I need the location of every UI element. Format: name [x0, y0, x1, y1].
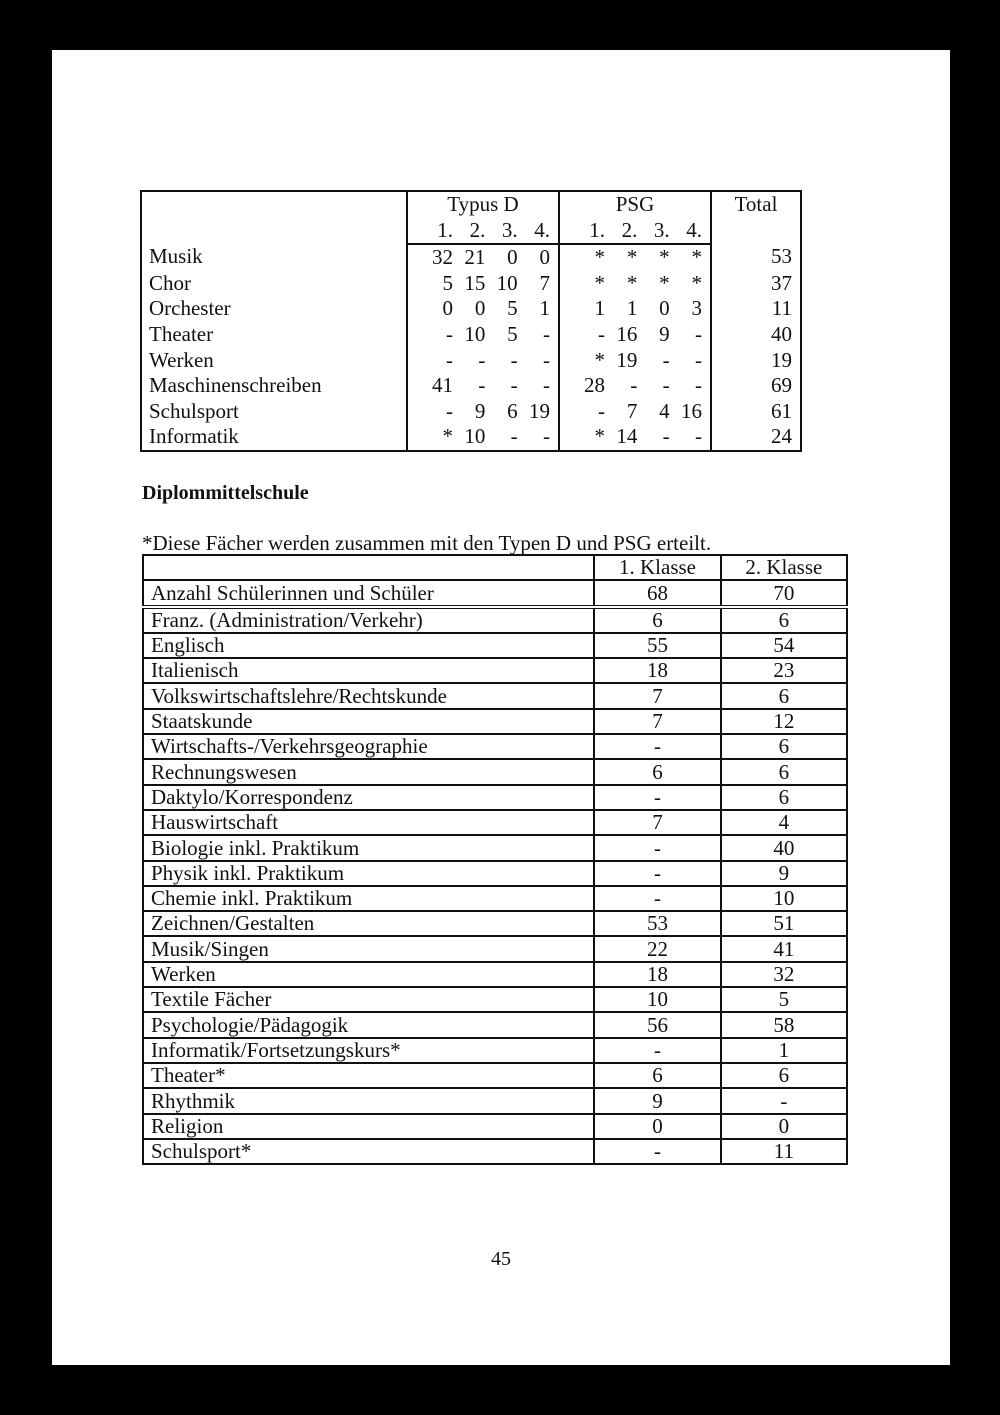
- subject-name: Musik/Singen: [143, 936, 594, 961]
- value-cell: 1: [594, 296, 605, 321]
- value-cell: 0: [539, 245, 550, 270]
- klasse-2-value: 54: [721, 633, 847, 658]
- value-cell: *: [594, 270, 605, 295]
- value-cell: 0: [507, 245, 518, 270]
- table2-header-row: [143, 555, 847, 580]
- value-cell: -: [694, 321, 702, 346]
- subject-name: Textile Fächer: [143, 987, 594, 1012]
- value-cell: 9: [474, 398, 486, 423]
- value-cell: -: [694, 373, 702, 398]
- value-cell: -: [542, 373, 550, 398]
- value-cell: -: [510, 424, 518, 449]
- typus-d-values: [407, 244, 559, 271]
- table2-row: [143, 835, 847, 860]
- value-cell: 14: [616, 424, 638, 449]
- table2-row: [143, 962, 847, 987]
- total-header: Total: [711, 191, 801, 244]
- klasse-2-value: 9: [721, 861, 847, 886]
- value-cell: 10: [496, 270, 518, 295]
- value-cell: 10: [464, 424, 486, 449]
- table1-row: [141, 348, 801, 374]
- klasse-1-value: 0: [594, 1114, 720, 1139]
- value-cell: -: [662, 424, 670, 449]
- klasse-1-value: 10: [594, 987, 720, 1012]
- value-cell: -: [694, 424, 702, 449]
- klasse-1-value: 6: [594, 759, 720, 784]
- value-cell: -: [542, 347, 550, 372]
- klasse-2-value: 6: [721, 683, 847, 708]
- section-heading: Diplommittelschule: [142, 482, 309, 504]
- value-cell: -: [510, 347, 518, 372]
- total-value: 24: [711, 424, 801, 451]
- klasse-2-value: 10: [721, 886, 847, 911]
- value-cell: *: [626, 270, 638, 295]
- subject-name: Psychologie/Pädagogik: [143, 1012, 594, 1037]
- value-cell: 28: [584, 373, 605, 398]
- klasse-2-value: 23: [721, 658, 847, 683]
- table1-row: [141, 399, 801, 425]
- value-cell: 5: [442, 270, 453, 295]
- value-cell: *: [594, 347, 605, 372]
- table2-row: [143, 709, 847, 734]
- klasse-2-value: 40: [721, 835, 847, 860]
- class-header: 1.: [589, 217, 605, 242]
- diplommittelschule-table: [142, 554, 848, 1165]
- klasse-1-value: 7: [594, 683, 720, 708]
- psg-values: [559, 244, 711, 271]
- table2-row: [143, 633, 847, 658]
- subject-name: Biologie inkl. Praktikum: [143, 835, 594, 860]
- value-cell: 0: [659, 296, 670, 321]
- subject-name: Physik inkl. Praktikum: [143, 861, 594, 886]
- subject-name: Rhythmik: [143, 1088, 594, 1113]
- value-cell: 1: [626, 296, 638, 321]
- typus-d-class-headers: [407, 218, 559, 245]
- document-page: [52, 50, 950, 1365]
- value-cell: *: [442, 424, 453, 449]
- subject-name: Volkswirtschaftslehre/Rechtskunde: [143, 683, 594, 708]
- class-header: 1.: [437, 217, 453, 242]
- klasse-1-value: -: [594, 1038, 720, 1063]
- psg-values: [559, 296, 711, 322]
- column-header-2-klasse: 2. Klasse: [721, 555, 847, 580]
- psg-values: [559, 322, 711, 348]
- value-cell: 32: [432, 245, 453, 270]
- value-cell: *: [659, 270, 670, 295]
- klasse-1-value: -: [594, 1139, 720, 1164]
- subject-name: Italienisch: [143, 658, 594, 683]
- total-value: 37: [711, 271, 801, 297]
- klasse-1-value: 7: [594, 810, 720, 835]
- typus-d-values: [407, 322, 559, 348]
- table2-row: [143, 1063, 847, 1088]
- klasse-1-value: 53: [594, 911, 720, 936]
- klasse-1-value: 9: [594, 1088, 720, 1113]
- table2-row: [143, 683, 847, 708]
- value-cell: 7: [626, 398, 638, 423]
- table2-row: [143, 936, 847, 961]
- value-cell: 4: [659, 398, 670, 423]
- table2-row: [143, 1012, 847, 1037]
- group-header-typus-d: Typus D: [407, 191, 559, 218]
- class-header: 2.: [469, 217, 486, 242]
- table1-header-blank: [141, 191, 407, 244]
- class-header: 4.: [686, 217, 702, 242]
- klasse-2-value: 0: [721, 1114, 847, 1139]
- table1-row: [141, 296, 801, 322]
- subject-name: Schulsport*: [143, 1139, 594, 1164]
- klasse-2-value: -: [721, 1088, 847, 1113]
- table1-row: [141, 322, 801, 348]
- klasse-1-value: 18: [594, 962, 720, 987]
- total-value: 53: [711, 244, 801, 271]
- value-cell: 5: [507, 296, 518, 321]
- subject-name: Daktylo/Korrespondenz: [143, 785, 594, 810]
- table2-row: [143, 658, 847, 683]
- value-cell: *: [691, 245, 702, 270]
- table2-row: [143, 580, 847, 606]
- subject-name: Staatskunde: [143, 709, 594, 734]
- value-cell: -: [542, 321, 550, 346]
- subject-name: Hauswirtschaft: [143, 810, 594, 835]
- klasse-2-value: 41: [721, 936, 847, 961]
- total-value: 11: [711, 296, 801, 322]
- table1-row: [141, 373, 801, 399]
- klasse-1-value: 56: [594, 1012, 720, 1037]
- table2-row: [143, 861, 847, 886]
- table1-header-row: [141, 191, 801, 218]
- klasse-2-value: 5: [721, 987, 847, 1012]
- value-cell: -: [446, 347, 453, 372]
- table2-row: [143, 1139, 847, 1164]
- total-value: 69: [711, 373, 801, 399]
- klasse-2-value: 6: [721, 785, 847, 810]
- value-cell: -: [510, 373, 518, 398]
- value-cell: -: [630, 373, 638, 398]
- value-cell: 10: [464, 321, 486, 346]
- subject-name: Wirtschafts-/Verkehrsgeographie: [143, 734, 594, 759]
- klasse-2-value: 6: [721, 607, 847, 633]
- klasse-1-value: 6: [594, 607, 720, 633]
- value-cell: 19: [616, 347, 638, 372]
- klasse-1-value: 6: [594, 1063, 720, 1088]
- value-cell: -: [694, 347, 702, 372]
- psg-values: [559, 373, 711, 399]
- klasse-1-value: 22: [594, 936, 720, 961]
- subject-label: Chor: [141, 271, 407, 297]
- subject-label: Informatik: [141, 424, 407, 451]
- subject-label: Theater: [141, 322, 407, 348]
- value-cell: 0: [442, 296, 453, 321]
- typus-d-values: [407, 399, 559, 425]
- subject-label: Maschinenschreiben: [141, 373, 407, 399]
- table2-row: [143, 886, 847, 911]
- table2-row: [143, 607, 847, 633]
- klasse-2-value: 6: [721, 1063, 847, 1088]
- klasse-1-value: -: [594, 734, 720, 759]
- klasse-2-value: 1: [721, 1038, 847, 1063]
- table2-row: [143, 1038, 847, 1063]
- table1-row: [141, 424, 801, 451]
- value-cell: 41: [432, 373, 453, 398]
- total-value: 40: [711, 322, 801, 348]
- optional-subjects-table: [140, 190, 802, 452]
- typus-d-values: [407, 348, 559, 374]
- value-cell: 6: [507, 398, 518, 423]
- klasse-1-value: 7: [594, 709, 720, 734]
- value-cell: 5: [507, 321, 518, 346]
- klasse-2-value: 6: [721, 759, 847, 784]
- subject-label: Musik: [141, 244, 407, 271]
- subject-name: Informatik/Fortsetzungskurs*: [143, 1038, 594, 1063]
- value-cell: 7: [539, 270, 550, 295]
- typus-d-values: [407, 424, 559, 451]
- typus-d-values: [407, 373, 559, 399]
- klasse-2-value: 11: [721, 1139, 847, 1164]
- value-cell: -: [598, 321, 605, 346]
- class-header: 3.: [501, 217, 518, 242]
- total-value: 19: [711, 348, 801, 374]
- subject-name: Chemie inkl. Praktikum: [143, 886, 594, 911]
- table2-row: [143, 911, 847, 936]
- subject-name: Englisch: [143, 633, 594, 658]
- klasse-1-value: 18: [594, 658, 720, 683]
- column-header-1-klasse: 1. Klasse: [594, 555, 720, 580]
- value-cell: -: [598, 398, 605, 423]
- subject-name: Rechnungswesen: [143, 759, 594, 784]
- psg-values: [559, 348, 711, 374]
- footnote-text: *Diese Fächer werden zusammen mit den Typen D und PSG erteilt.: [142, 531, 712, 555]
- value-cell: 9: [659, 321, 670, 346]
- klasse-1-value: 68: [594, 580, 720, 606]
- subject-name: Religion: [143, 1114, 594, 1139]
- class-header: 3.: [653, 217, 670, 242]
- klasse-2-value: 70: [721, 580, 847, 606]
- subject-name: Zeichnen/Gestalten: [143, 911, 594, 936]
- value-cell: 19: [528, 398, 550, 423]
- klasse-1-value: -: [594, 886, 720, 911]
- group-header-psg: PSG: [559, 191, 711, 218]
- value-cell: 15: [464, 270, 486, 295]
- klasse-1-value: -: [594, 861, 720, 886]
- value-cell: -: [542, 424, 550, 449]
- value-cell: 16: [680, 398, 702, 423]
- typus-d-values: [407, 271, 559, 297]
- value-cell: *: [659, 245, 670, 270]
- subject-name: Anzahl Schülerinnen und Schüler: [143, 580, 594, 606]
- psg-values: [559, 271, 711, 297]
- klasse-2-value: 6: [721, 734, 847, 759]
- klasse-2-value: 32: [721, 962, 847, 987]
- table1-row: [141, 271, 801, 297]
- class-header: 4.: [534, 217, 550, 242]
- value-cell: -: [478, 373, 486, 398]
- klasse-1-value: 55: [594, 633, 720, 658]
- table2-row: [143, 987, 847, 1012]
- class-header: 2.: [621, 217, 638, 242]
- subject-name: Werken: [143, 962, 594, 987]
- value-cell: *: [594, 424, 605, 449]
- subject-name: Franz. (Administration/Verkehr): [143, 607, 594, 633]
- subject-name: Theater*: [143, 1063, 594, 1088]
- table2-row: [143, 1088, 847, 1113]
- klasse-1-value: -: [594, 835, 720, 860]
- value-cell: 21: [464, 245, 486, 270]
- value-cell: 1: [539, 296, 550, 321]
- value-cell: -: [662, 373, 670, 398]
- value-cell: *: [691, 270, 702, 295]
- table2-row: [143, 759, 847, 784]
- value-cell: 3: [691, 296, 702, 321]
- value-cell: -: [446, 321, 453, 346]
- subject-label: Schulsport: [141, 399, 407, 425]
- psg-class-headers: [559, 218, 711, 245]
- subject-label: Werken: [141, 348, 407, 374]
- value-cell: 16: [616, 321, 638, 346]
- page-number: 45: [491, 1248, 511, 1270]
- value-cell: *: [594, 245, 605, 270]
- table2-header-blank: [143, 555, 594, 580]
- value-cell: 0: [474, 296, 486, 321]
- typus-d-values: [407, 296, 559, 322]
- value-cell: -: [662, 347, 670, 372]
- table2-row: [143, 810, 847, 835]
- psg-values: [559, 424, 711, 451]
- value-cell: *: [626, 245, 638, 270]
- psg-values: [559, 399, 711, 425]
- klasse-2-value: 4: [721, 810, 847, 835]
- value-cell: -: [478, 347, 486, 372]
- klasse-2-value: 58: [721, 1012, 847, 1037]
- subject-label: Orchester: [141, 296, 407, 322]
- table2-row: [143, 734, 847, 759]
- total-value: 61: [711, 399, 801, 425]
- klasse-1-value: -: [594, 785, 720, 810]
- table1-row: [141, 244, 801, 271]
- klasse-2-value: 12: [721, 709, 847, 734]
- klasse-2-value: 51: [721, 911, 847, 936]
- value-cell: -: [446, 398, 453, 423]
- table2-row: [143, 785, 847, 810]
- table2-row: [143, 1114, 847, 1139]
